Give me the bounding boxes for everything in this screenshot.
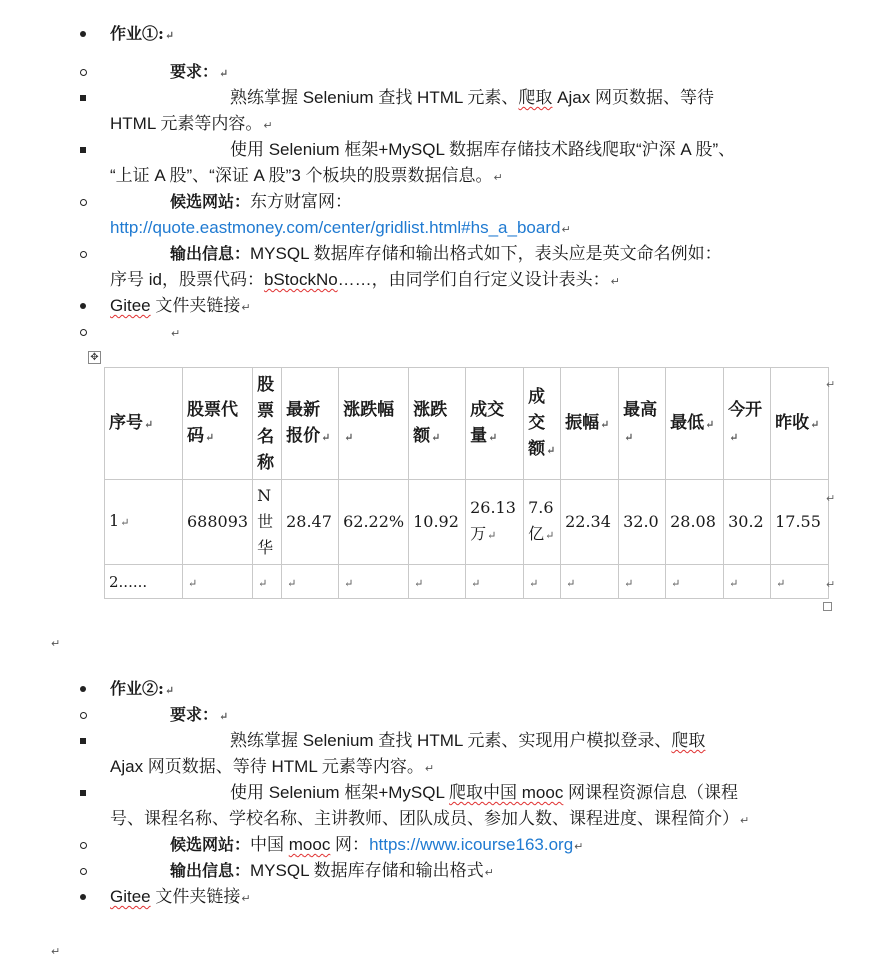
hw2-req-label: 要求：↵ [170, 705, 229, 724]
table-resize-handle[interactable] [823, 602, 832, 611]
table-cell: 1↵ [105, 480, 183, 565]
hw1-site-link[interactable]: http://quote.eastmoney.com/center/gridlist.html#hs_a_board↵ [110, 218, 571, 237]
hw2-title: 作业②:↵ [110, 679, 175, 698]
header-cell: 振幅↵ [561, 368, 619, 480]
header-cell: 涨跌幅↵ [339, 368, 409, 480]
header-cell: 昨收↵ [771, 368, 829, 480]
list-square [80, 147, 86, 153]
table-cell: ↵ [339, 565, 409, 599]
table-row [105, 565, 829, 599]
list-bullet [80, 894, 86, 900]
list-bullet [80, 31, 86, 37]
table-move-handle[interactable]: ✥ [88, 351, 101, 364]
table-cell: 32.0 [619, 480, 666, 565]
empty-paragraph: ↵ [51, 638, 61, 650]
table-cell: 26.13万↵ [466, 480, 524, 565]
hw1-output-line2: 序号 id，股票代码：bStockNo……，由同学们自行定义设计表头：↵ [110, 270, 620, 289]
header-cell: 成交额↵ [524, 368, 561, 480]
list-circle [80, 199, 87, 206]
list-circle [80, 251, 87, 258]
list-circle [80, 842, 87, 849]
empty-paragraph: ↵ [171, 328, 181, 340]
table-cell: ↵ [619, 565, 666, 599]
row-end-mark: ↵ [826, 579, 836, 591]
table-cell: ↵ [666, 565, 724, 599]
header-cell: 最高↵ [619, 368, 666, 480]
header-cell: 最低↵ [666, 368, 724, 480]
table-cell: ↵ [724, 565, 771, 599]
table-header-row [105, 368, 829, 480]
hw2-req2-line1: 使用 Selenium 框架+MySQL 爬取中国 mooc 网课程资源信息（课程 [230, 783, 739, 802]
table-cell: ↵ [771, 565, 829, 599]
hw1-req2-line2: “上证 A 股”、“深证 A 股”3 个板块的股票数据信息。↵ [110, 166, 503, 185]
table-cell: 2...... [105, 565, 183, 599]
list-circle [80, 329, 87, 336]
list-circle [80, 868, 87, 875]
hw2-site-link[interactable]: https://www.icourse163.org [369, 835, 574, 854]
hw2-req2-line2: 号、课程名称、学校名称、主讲教师、团队成员、参加人数、课程进度、课程简介）↵ [110, 809, 750, 828]
hw1-site: 候选网站：东方财富网： [170, 192, 353, 211]
hw1-req2-line1: 使用 Selenium 框架+MySQL 数据库存储技术路线爬取“沪深 A 股”、 [230, 140, 736, 159]
table-cell: ↵ [466, 565, 524, 599]
table-cell: 30.2 [724, 480, 771, 565]
table-cell: ↵ [561, 565, 619, 599]
header-cell: 成交量↵ [466, 368, 524, 480]
table-cell: ↵ [524, 565, 561, 599]
list-square [80, 790, 86, 796]
list-square [80, 738, 86, 744]
table-cell: 22.34 [561, 480, 619, 565]
table-row [105, 480, 829, 565]
stock-table [104, 367, 829, 599]
hw1-req-label: 要求：↵ [170, 62, 229, 81]
table-cell: 62.22% [339, 480, 409, 565]
empty-paragraph: ↵ [51, 946, 61, 958]
hw2-gitee-link[interactable]: Gitee 文件夹链接↵ [110, 887, 251, 906]
hw1-output: 输出信息：MYSQL 数据库存储和输出格式如下，表头应是英文命名例如： [170, 244, 722, 263]
table-cell: 10.92 [409, 480, 466, 565]
table-cell: ↵ [253, 565, 282, 599]
hw1-title: 作业①:↵ [110, 24, 175, 43]
list-circle [80, 69, 87, 76]
table-cell: 688093 [183, 480, 253, 565]
hw2-req1-line2: Ajax 网页数据、等待 HTML 元素等内容。↵ [110, 757, 435, 776]
table-cell: N世华 [253, 480, 282, 565]
list-square [80, 95, 86, 101]
table-cell: 28.47 [282, 480, 339, 565]
table-cell: 7.6亿↵ [524, 480, 561, 565]
hw1-req1-line2: HTML 元素等内容。↵ [110, 114, 273, 133]
table-cell: ↵ [409, 565, 466, 599]
hw1-gitee-link[interactable]: Gitee 文件夹链接↵ [110, 296, 251, 315]
hw2-site: 候选网站：中国 mooc 网：https://www.icourse163.org↵ [170, 835, 584, 854]
table-cell: ↵ [183, 565, 253, 599]
list-bullet [80, 303, 86, 309]
hw2-output: 输出信息：MYSQL 数据库存储和输出格式↵ [170, 861, 494, 880]
list-circle [80, 712, 87, 719]
row-end-mark: ↵ [826, 379, 836, 391]
table-cell: ↵ [282, 565, 339, 599]
header-cell: 序号↵ [105, 368, 183, 480]
header-cell: 今开↵ [724, 368, 771, 480]
header-cell: 最新报价↵ [282, 368, 339, 480]
table-cell: 17.55 [771, 480, 829, 565]
list-bullet [80, 686, 86, 692]
header-cell: 涨跌额↵ [409, 368, 466, 480]
header-cell: 股票名称 [253, 368, 282, 480]
hw2-req1-line1: 熟练掌握 Selenium 查找 HTML 元素、实现用户模拟登录、爬取 [230, 731, 706, 750]
table-cell: 28.08 [666, 480, 724, 565]
row-end-mark: ↵ [826, 493, 836, 505]
hw1-req1-line1: 熟练掌握 Selenium 查找 HTML 元素、爬取 Ajax 网页数据、等待 [230, 88, 714, 107]
header-cell: 股票代码↵ [183, 368, 253, 480]
